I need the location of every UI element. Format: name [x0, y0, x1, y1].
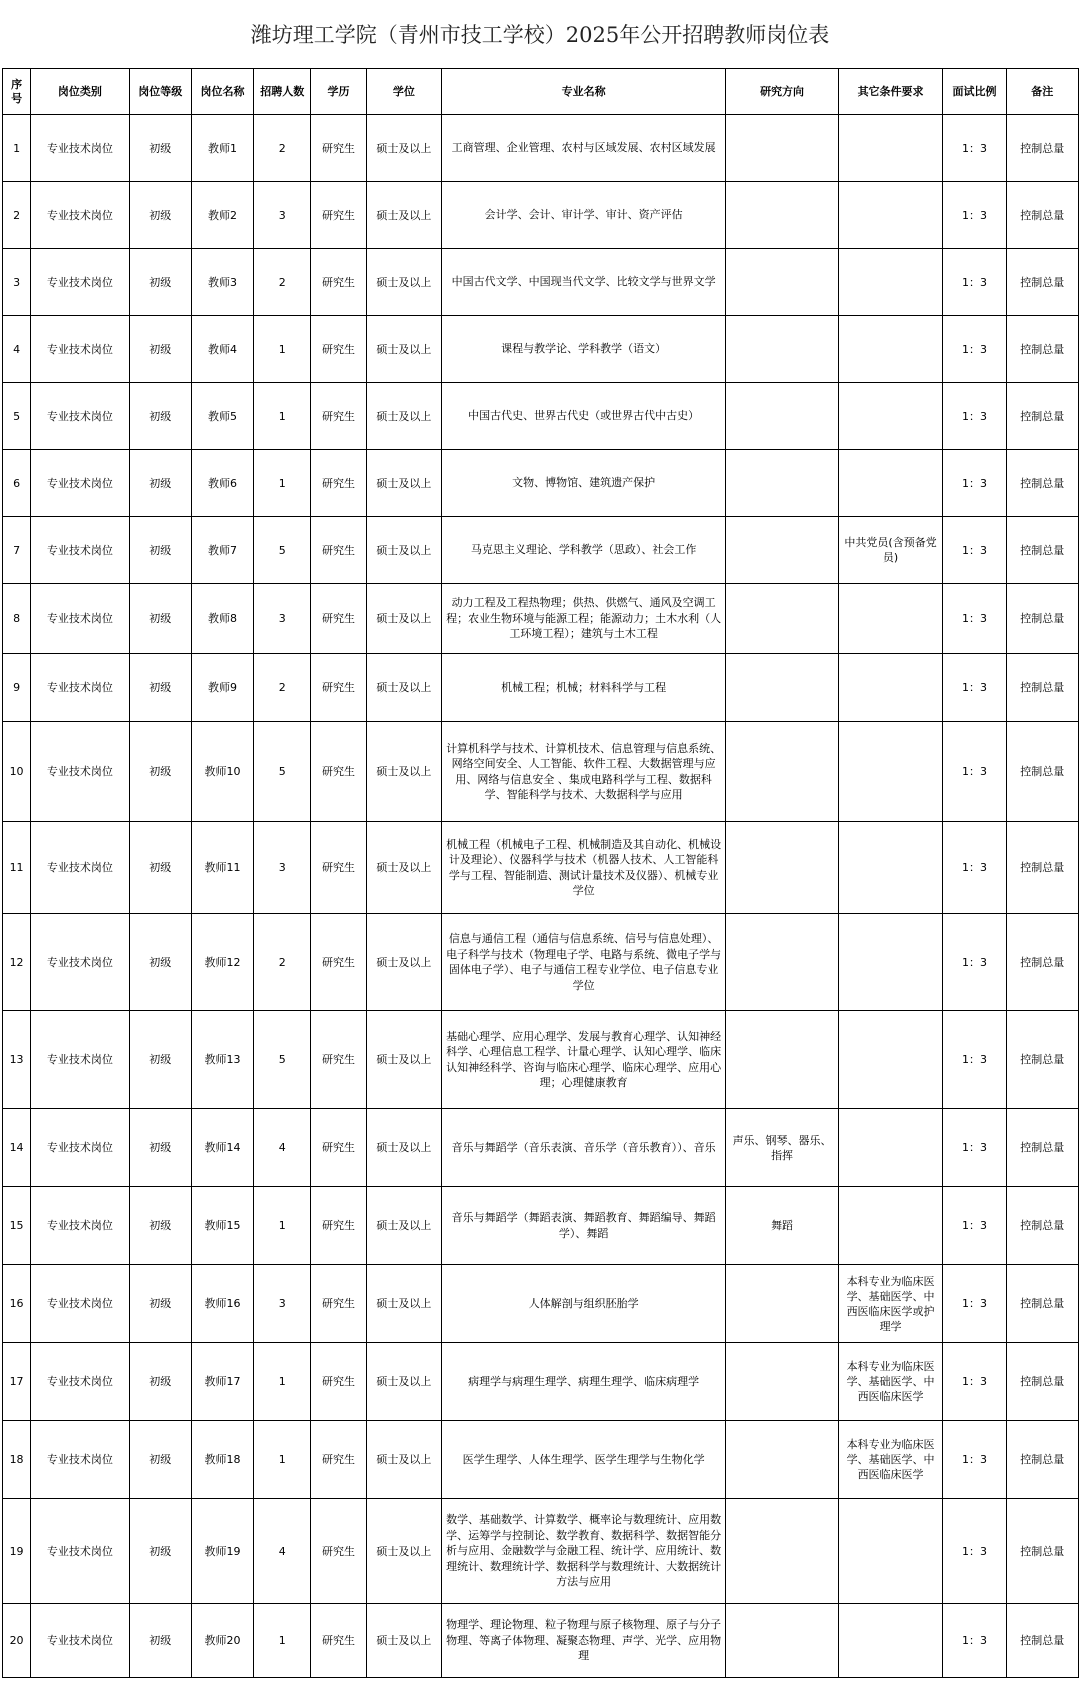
cell-seq: 12 [3, 914, 31, 1011]
cell-ratio: 1：3 [943, 1109, 1006, 1187]
cell-category: 专业技术岗位 [31, 383, 129, 450]
cell-research: 舞蹈 [726, 1187, 839, 1265]
cell-ratio: 1：3 [943, 722, 1006, 822]
cell-seq: 20 [3, 1604, 31, 1678]
cell-education: 研究生 [311, 1499, 366, 1604]
cell-degree: 硕士及以上 [366, 654, 441, 722]
cell-level: 初级 [129, 450, 191, 517]
cell-category: 专业技术岗位 [31, 1343, 129, 1421]
cell-other [838, 1499, 942, 1604]
cell-count: 1 [254, 450, 311, 517]
cell-ratio: 1：3 [943, 1604, 1006, 1678]
cell-seq: 11 [3, 822, 31, 914]
cell-degree: 硕士及以上 [366, 249, 441, 316]
cell-education: 研究生 [311, 1421, 366, 1499]
cell-degree: 硕士及以上 [366, 316, 441, 383]
header-category: 岗位类别 [31, 69, 129, 115]
header-education: 学历 [311, 69, 366, 115]
cell-level: 初级 [129, 316, 191, 383]
cell-research [726, 1265, 839, 1343]
cell-name: 教师20 [191, 1604, 253, 1678]
cell-research [726, 1604, 839, 1678]
cell-degree: 硕士及以上 [366, 1604, 441, 1678]
cell-level: 初级 [129, 1187, 191, 1265]
cell-ratio: 1：3 [943, 182, 1006, 249]
cell-other [838, 822, 942, 914]
cell-seq: 4 [3, 316, 31, 383]
cell-research [726, 1421, 839, 1499]
cell-seq: 13 [3, 1011, 31, 1109]
cell-research [726, 654, 839, 722]
cell-education: 研究生 [311, 914, 366, 1011]
cell-count: 1 [254, 1187, 311, 1265]
cell-degree: 硕士及以上 [366, 822, 441, 914]
cell-major: 马克思主义理论、学科教学（思政）、社会工作 [442, 517, 726, 584]
cell-major: 音乐与舞蹈学（音乐表演、音乐学（音乐教育））、音乐 [442, 1109, 726, 1187]
cell-count: 3 [254, 1265, 311, 1343]
table-row [3, 914, 1079, 1011]
cell-seq: 6 [3, 450, 31, 517]
cell-seq: 14 [3, 1109, 31, 1187]
cell-research [726, 1011, 839, 1109]
cell-education: 研究生 [311, 316, 366, 383]
cell-remark: 控制总量 [1006, 1604, 1078, 1678]
cell-level: 初级 [129, 383, 191, 450]
cell-count: 1 [254, 383, 311, 450]
cell-name: 教师11 [191, 822, 253, 914]
cell-ratio: 1：3 [943, 654, 1006, 722]
cell-education: 研究生 [311, 115, 366, 182]
cell-research [726, 316, 839, 383]
cell-major: 病理学与病理生理学、病理生理学、临床病理学 [442, 1343, 726, 1421]
cell-count: 5 [254, 517, 311, 584]
cell-research [726, 1499, 839, 1604]
page-title: 潍坊理工学院（青州市技工学校）2025年公开招聘教师岗位表 [250, 23, 830, 47]
cell-category: 专业技术岗位 [31, 1499, 129, 1604]
cell-research [726, 249, 839, 316]
cell-category: 专业技术岗位 [31, 1187, 129, 1265]
cell-count: 2 [254, 249, 311, 316]
table-row [3, 654, 1079, 722]
cell-degree: 硕士及以上 [366, 1109, 441, 1187]
header-name: 岗位名称 [191, 69, 253, 115]
cell-remark: 控制总量 [1006, 1187, 1078, 1265]
cell-degree: 硕士及以上 [366, 383, 441, 450]
cell-degree: 硕士及以上 [366, 1343, 441, 1421]
cell-research [726, 383, 839, 450]
cell-count: 1 [254, 1421, 311, 1499]
cell-seq: 1 [3, 115, 31, 182]
cell-seq: 8 [3, 584, 31, 654]
cell-research [726, 822, 839, 914]
cell-name: 教师4 [191, 316, 253, 383]
cell-name: 教师15 [191, 1187, 253, 1265]
cell-count: 2 [254, 914, 311, 1011]
header-seq: 序号 [3, 69, 31, 115]
cell-research [726, 1343, 839, 1421]
cell-degree: 硕士及以上 [366, 1265, 441, 1343]
header-remark: 备注 [1006, 69, 1078, 115]
cell-count: 5 [254, 1011, 311, 1109]
cell-count: 2 [254, 115, 311, 182]
cell-count: 4 [254, 1499, 311, 1604]
job-table [2, 68, 1079, 1678]
cell-remark: 控制总量 [1006, 1109, 1078, 1187]
cell-level: 初级 [129, 1604, 191, 1678]
cell-major: 音乐与舞蹈学（舞蹈表演、舞蹈教育、舞蹈编导、舞蹈学）、舞蹈 [442, 1187, 726, 1265]
cell-research [726, 182, 839, 249]
cell-count: 4 [254, 1109, 311, 1187]
cell-level: 初级 [129, 1421, 191, 1499]
cell-major: 中国古代史、世界古代史（或世界古代中古史） [442, 383, 726, 450]
cell-major: 数学、基础数学、计算数学、概率论与数理统计、应用数学、运筹学与控制论、数学教育、数据科学、数据智能分析与应用、金融数学与金融工程、统计学、应用统计、数理统计、数理统计学、数据科学与数理统计、大数据统计方法与应用 [442, 1499, 726, 1604]
cell-remark: 控制总量 [1006, 822, 1078, 914]
cell-remark: 控制总量 [1006, 383, 1078, 450]
header-research: 研究方向 [726, 69, 839, 115]
cell-major: 物理学、理论物理、粒子物理与原子核物理、原子与分子物理、等离子体物理、凝聚态物理、声学、光学、应用物理 [442, 1604, 726, 1678]
cell-name: 教师16 [191, 1265, 253, 1343]
cell-degree: 硕士及以上 [366, 115, 441, 182]
cell-ratio: 1：3 [943, 914, 1006, 1011]
table-row [3, 822, 1079, 914]
cell-other [838, 1604, 942, 1678]
cell-other: 本科专业为临床医学、基础医学、中西医临床医学或护理学 [838, 1265, 942, 1343]
cell-education: 研究生 [311, 517, 366, 584]
cell-seq: 16 [3, 1265, 31, 1343]
cell-remark: 控制总量 [1006, 182, 1078, 249]
cell-other [838, 914, 942, 1011]
cell-remark: 控制总量 [1006, 517, 1078, 584]
cell-degree: 硕士及以上 [366, 722, 441, 822]
cell-level: 初级 [129, 182, 191, 249]
cell-major: 动力工程及工程热物理；供热、供燃气、通风及空调工程；农业生物环境与能源工程；能源动力；土木水利（人工环境工程）；建筑与土木工程 [442, 584, 726, 654]
cell-major: 课程与教学论、学科教学（语文） [442, 316, 726, 383]
cell-other: 本科专业为临床医学、基础医学、中西医临床医学 [838, 1343, 942, 1421]
table-row [3, 182, 1079, 249]
cell-major: 计算机科学与技术、计算机技术、信息管理与信息系统、网络空间安全、人工智能、软件工程、大数据管理与应用、网络与信息安全 、集成电路科学与工程、数据科学、智能科学与技术、大数据科学与应用 [442, 722, 726, 822]
table-row [3, 1499, 1079, 1604]
cell-name: 教师10 [191, 722, 253, 822]
cell-other [838, 654, 942, 722]
cell-category: 专业技术岗位 [31, 1265, 129, 1343]
cell-remark: 控制总量 [1006, 450, 1078, 517]
cell-name: 教师12 [191, 914, 253, 1011]
table-row [3, 316, 1079, 383]
cell-other [838, 249, 942, 316]
table-row [3, 115, 1079, 182]
cell-other [838, 1109, 942, 1187]
cell-other [838, 316, 942, 383]
cell-degree: 硕士及以上 [366, 1421, 441, 1499]
cell-major: 医学生理学、人体生理学、医学生理学与生物化学 [442, 1421, 726, 1499]
cell-education: 研究生 [311, 1343, 366, 1421]
cell-category: 专业技术岗位 [31, 1109, 129, 1187]
cell-degree: 硕士及以上 [366, 1499, 441, 1604]
cell-level: 初级 [129, 1499, 191, 1604]
cell-research [726, 115, 839, 182]
cell-other: 中共党员(含预备党员) [838, 517, 942, 584]
cell-ratio: 1：3 [943, 1499, 1006, 1604]
cell-name: 教师18 [191, 1421, 253, 1499]
cell-seq: 5 [3, 383, 31, 450]
cell-degree: 硕士及以上 [366, 914, 441, 1011]
cell-ratio: 1：3 [943, 115, 1006, 182]
cell-name: 教师6 [191, 450, 253, 517]
cell-education: 研究生 [311, 1011, 366, 1109]
table-row [3, 383, 1079, 450]
cell-ratio: 1：3 [943, 1343, 1006, 1421]
cell-name: 教师5 [191, 383, 253, 450]
cell-degree: 硕士及以上 [366, 182, 441, 249]
cell-remark: 控制总量 [1006, 1343, 1078, 1421]
cell-remark: 控制总量 [1006, 1421, 1078, 1499]
cell-education: 研究生 [311, 822, 366, 914]
cell-education: 研究生 [311, 450, 366, 517]
cell-major: 机械工程；机械；材料科学与工程 [442, 654, 726, 722]
cell-degree: 硕士及以上 [366, 450, 441, 517]
table-row [3, 1187, 1079, 1265]
cell-remark: 控制总量 [1006, 316, 1078, 383]
cell-other [838, 722, 942, 822]
table-row [3, 1011, 1079, 1109]
cell-count: 1 [254, 1604, 311, 1678]
cell-remark: 控制总量 [1006, 584, 1078, 654]
cell-education: 研究生 [311, 383, 366, 450]
cell-research [726, 584, 839, 654]
cell-name: 教师1 [191, 115, 253, 182]
cell-level: 初级 [129, 914, 191, 1011]
cell-level: 初级 [129, 115, 191, 182]
cell-education: 研究生 [311, 654, 366, 722]
cell-count: 5 [254, 722, 311, 822]
cell-category: 专业技术岗位 [31, 722, 129, 822]
cell-ratio: 1：3 [943, 249, 1006, 316]
cell-major: 基础心理学、应用心理学、发展与教育心理学、认知神经科学、心理信息工程学、计量心理学、认知心理学、临床认知神经科学、咨询与临床心理学、临床心理学、应用心理；心理健康教育 [442, 1011, 726, 1109]
cell-name: 教师2 [191, 182, 253, 249]
cell-degree: 硕士及以上 [366, 1011, 441, 1109]
cell-category: 专业技术岗位 [31, 182, 129, 249]
header-row [3, 69, 1079, 115]
cell-research [726, 722, 839, 822]
cell-category: 专业技术岗位 [31, 249, 129, 316]
header-count: 招聘人数 [254, 69, 311, 115]
header-degree: 学位 [366, 69, 441, 115]
cell-name: 教师17 [191, 1343, 253, 1421]
cell-education: 研究生 [311, 1265, 366, 1343]
cell-ratio: 1：3 [943, 822, 1006, 914]
cell-level: 初级 [129, 517, 191, 584]
cell-other [838, 115, 942, 182]
cell-education: 研究生 [311, 1187, 366, 1265]
cell-count: 3 [254, 822, 311, 914]
cell-name: 教师3 [191, 249, 253, 316]
cell-remark: 控制总量 [1006, 1499, 1078, 1604]
cell-other [838, 584, 942, 654]
cell-major: 会计学、会计、审计学、审计、资产评估 [442, 182, 726, 249]
cell-other [838, 1187, 942, 1265]
cell-major: 人体解剖与组织胚胎学 [442, 1265, 726, 1343]
cell-education: 研究生 [311, 584, 366, 654]
cell-seq: 3 [3, 249, 31, 316]
cell-remark: 控制总量 [1006, 914, 1078, 1011]
cell-category: 专业技术岗位 [31, 115, 129, 182]
cell-remark: 控制总量 [1006, 249, 1078, 316]
cell-remark: 控制总量 [1006, 115, 1078, 182]
cell-level: 初级 [129, 822, 191, 914]
cell-seq: 19 [3, 1499, 31, 1604]
cell-ratio: 1：3 [943, 517, 1006, 584]
header-ratio: 面试比例 [943, 69, 1006, 115]
cell-major: 机械工程（机械电子工程、机械制造及其自动化、机械设计及理论）、仪器科学与技术（机器人技术、人工智能科学与工程、智能制造、测试计量技术及仪器）、机械专业学位 [442, 822, 726, 914]
cell-major: 文物、博物馆、建筑遗产保护 [442, 450, 726, 517]
table-row [3, 1421, 1079, 1499]
cell-major: 中国古代文学、中国现当代文学、比较文学与世界文学 [442, 249, 726, 316]
cell-level: 初级 [129, 1011, 191, 1109]
cell-education: 研究生 [311, 182, 366, 249]
cell-ratio: 1：3 [943, 450, 1006, 517]
cell-major: 信息与通信工程（通信与信息系统、信号与信息处理）、电子科学与技术（物理电子学、电路与系统、微电子学与固体电子学）、电子与通信工程专业学位、电子信息专业学位 [442, 914, 726, 1011]
cell-level: 初级 [129, 1109, 191, 1187]
table-row [3, 450, 1079, 517]
cell-other [838, 182, 942, 249]
cell-seq: 15 [3, 1187, 31, 1265]
cell-other [838, 450, 942, 517]
cell-name: 教师19 [191, 1499, 253, 1604]
cell-level: 初级 [129, 722, 191, 822]
header-major: 专业名称 [442, 69, 726, 115]
cell-education: 研究生 [311, 722, 366, 822]
cell-name: 教师7 [191, 517, 253, 584]
cell-education: 研究生 [311, 249, 366, 316]
cell-remark: 控制总量 [1006, 1265, 1078, 1343]
cell-category: 专业技术岗位 [31, 822, 129, 914]
cell-category: 专业技术岗位 [31, 450, 129, 517]
cell-category: 专业技术岗位 [31, 1011, 129, 1109]
cell-degree: 硕士及以上 [366, 1187, 441, 1265]
table-row [3, 517, 1079, 584]
cell-seq: 18 [3, 1421, 31, 1499]
cell-name: 教师8 [191, 584, 253, 654]
cell-name: 教师13 [191, 1011, 253, 1109]
cell-ratio: 1：3 [943, 1421, 1006, 1499]
header-level: 岗位等级 [129, 69, 191, 115]
cell-ratio: 1：3 [943, 1265, 1006, 1343]
cell-seq: 17 [3, 1343, 31, 1421]
cell-level: 初级 [129, 654, 191, 722]
cell-remark: 控制总量 [1006, 722, 1078, 822]
cell-category: 专业技术岗位 [31, 1604, 129, 1678]
cell-research: 声乐、钢琴、器乐、指挥 [726, 1109, 839, 1187]
table-row [3, 249, 1079, 316]
cell-other [838, 1011, 942, 1109]
cell-seq: 9 [3, 654, 31, 722]
cell-count: 3 [254, 182, 311, 249]
table-row [3, 1109, 1079, 1187]
cell-name: 教师14 [191, 1109, 253, 1187]
cell-category: 专业技术岗位 [31, 914, 129, 1011]
cell-other [838, 383, 942, 450]
cell-other: 本科专业为临床医学、基础医学、中西医临床医学 [838, 1421, 942, 1499]
cell-count: 3 [254, 584, 311, 654]
cell-remark: 控制总量 [1006, 654, 1078, 722]
cell-level: 初级 [129, 1265, 191, 1343]
cell-major: 工商管理、企业管理、农村与区域发展、农村区域发展 [442, 115, 726, 182]
cell-ratio: 1：3 [943, 316, 1006, 383]
cell-remark: 控制总量 [1006, 1011, 1078, 1109]
cell-count: 2 [254, 654, 311, 722]
cell-ratio: 1：3 [943, 383, 1006, 450]
cell-ratio: 1：3 [943, 584, 1006, 654]
cell-degree: 硕士及以上 [366, 517, 441, 584]
table-row [3, 1343, 1079, 1421]
cell-count: 1 [254, 316, 311, 383]
cell-name: 教师9 [191, 654, 253, 722]
cell-education: 研究生 [311, 1604, 366, 1678]
cell-ratio: 1：3 [943, 1011, 1006, 1109]
cell-category: 专业技术岗位 [31, 654, 129, 722]
cell-research [726, 914, 839, 1011]
table-row [3, 584, 1079, 654]
cell-ratio: 1：3 [943, 1187, 1006, 1265]
cell-level: 初级 [129, 584, 191, 654]
cell-research [726, 450, 839, 517]
cell-category: 专业技术岗位 [31, 1421, 129, 1499]
cell-research [726, 517, 839, 584]
table-row [3, 1604, 1079, 1678]
cell-category: 专业技术岗位 [31, 584, 129, 654]
cell-level: 初级 [129, 1343, 191, 1421]
header-other: 其它条件要求 [838, 69, 942, 115]
table-row [3, 1265, 1079, 1343]
cell-seq: 2 [3, 182, 31, 249]
cell-seq: 7 [3, 517, 31, 584]
cell-degree: 硕士及以上 [366, 584, 441, 654]
table-row [3, 722, 1079, 822]
cell-level: 初级 [129, 249, 191, 316]
cell-count: 1 [254, 1343, 311, 1421]
cell-category: 专业技术岗位 [31, 316, 129, 383]
cell-seq: 10 [3, 722, 31, 822]
cell-category: 专业技术岗位 [31, 517, 129, 584]
cell-education: 研究生 [311, 1109, 366, 1187]
